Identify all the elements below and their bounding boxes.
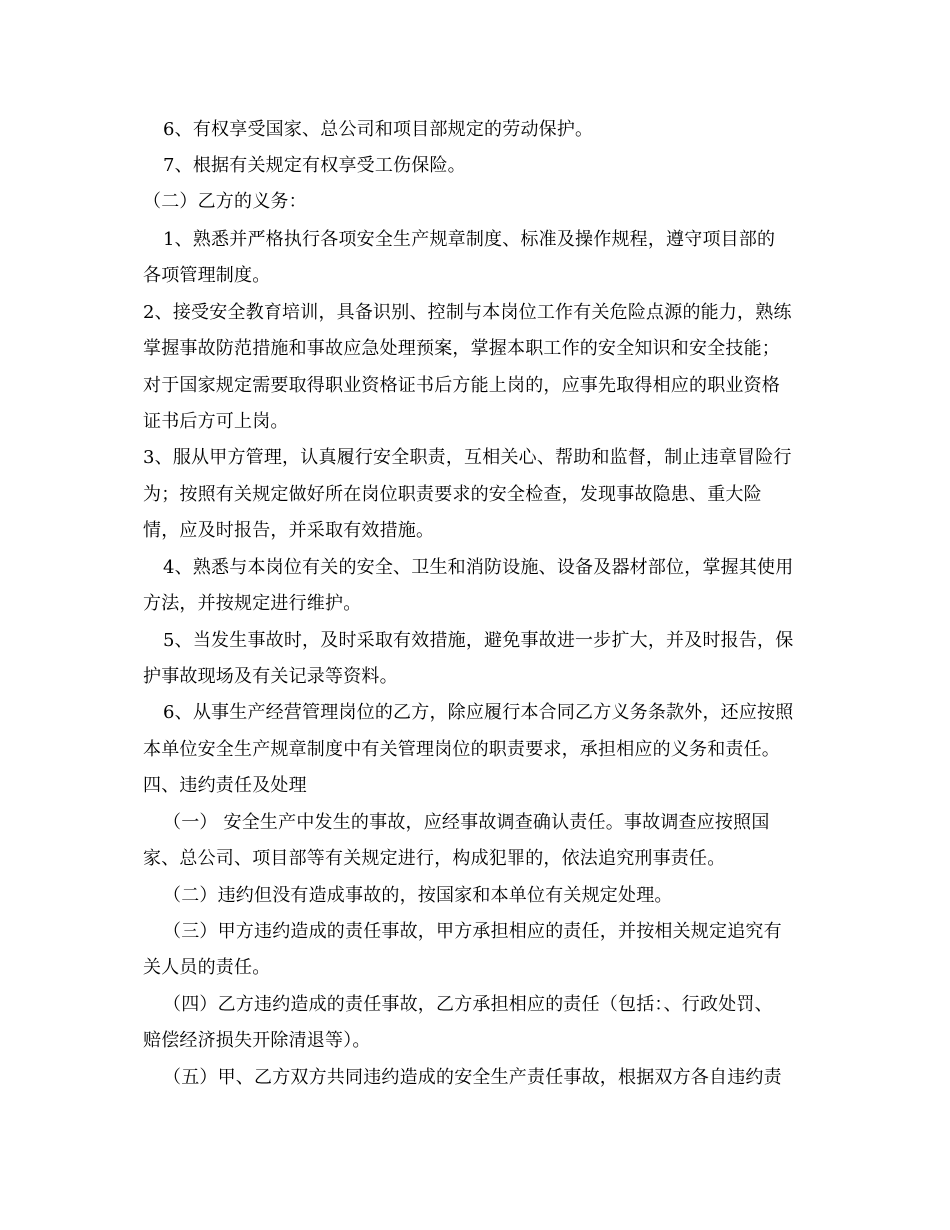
text-line: 本单位安全生产规章制度中有关管理岗位的职责要求，承担相应的义务和责任。 (143, 739, 780, 760)
section-heading: （二）乙方的义务： (143, 191, 307, 212)
text-line: 6、从事生产经营管理岗位的乙方，除应履行本合同乙方义务条款外，还应按照 (163, 702, 794, 723)
text-line: 各项管理制度。 (143, 265, 271, 286)
text-line: 护事故现场及有关记录等资料。 (143, 666, 398, 687)
text-line: （一） 安全生产中发生的事故，应经事故调查确认责任。事故调查应按照国 (163, 812, 770, 833)
text-line: 对于国家规定需要取得职业资格证书后方能上岗的，应事先取得相应的职业资格 (143, 375, 780, 396)
text-line: 7、根据有关规定有权享受工伤保险。 (163, 155, 466, 176)
text-line: 证书后方可上岗。 (143, 411, 289, 432)
text-line: 方法，并按规定进行维护。 (143, 593, 362, 614)
text-line: （五）甲、乙方双方共同违约造成的安全生产责任事故，根据双方各自违约责 (163, 1067, 782, 1088)
text-line: 5、当发生事故时，及时采取有效措施，避免事故进一步扩大，并及时报告，保 (163, 630, 794, 651)
text-line: 情，应及时报告，并采取有效措施。 (143, 520, 435, 541)
text-line: 家、总公司、项目部等有关规定进行，构成犯罪的，依法追究刑事责任。 (143, 848, 726, 869)
text-line: 2、接受安全教育培训，具备识别、控制与本岗位工作有关危险点源的能力，熟练 (143, 302, 792, 323)
text-line: 4、熟悉与本岗位有关的安全、卫生和消防设施、设备及器材部位，掌握其使用 (163, 557, 794, 578)
text-line: 赔偿经济损失开除清退等）。 (143, 1030, 371, 1051)
text-line: 6、有权享受国家、总公司和项目部规定的劳动保护。 (163, 119, 594, 140)
text-line: 掌握事故防范措施和事故应急处理预案，掌握本职工作的安全知识和安全技能； (143, 338, 780, 359)
text-line: （四）乙方违约造成的责任事故，乙方承担相应的责任（包括：、行政处罚、 (163, 994, 773, 1015)
section-heading: 四、违约责任及处理 (143, 775, 307, 796)
text-line: 为；按照有关规定做好所在岗位职责要求的安全检查，发现事故隐患、重大险 (143, 484, 762, 505)
text-line: 关人员的责任。 (143, 957, 271, 978)
text-line: （三）甲方违约造成的责任事故，甲方承担相应的责任，并按相关规定追究有 (163, 921, 782, 942)
text-line: 3、服从甲方管理，认真履行安全职责，互相关心、帮助和监督，制止违章冒险行 (143, 447, 792, 468)
text-line: 1、熟悉并严格执行各项安全生产规章制度、标准及操作规程，遵守项目部的 (163, 229, 776, 250)
text-line: （二）违约但没有造成事故的，按国家和本单位有关规定处理。 (163, 885, 673, 906)
